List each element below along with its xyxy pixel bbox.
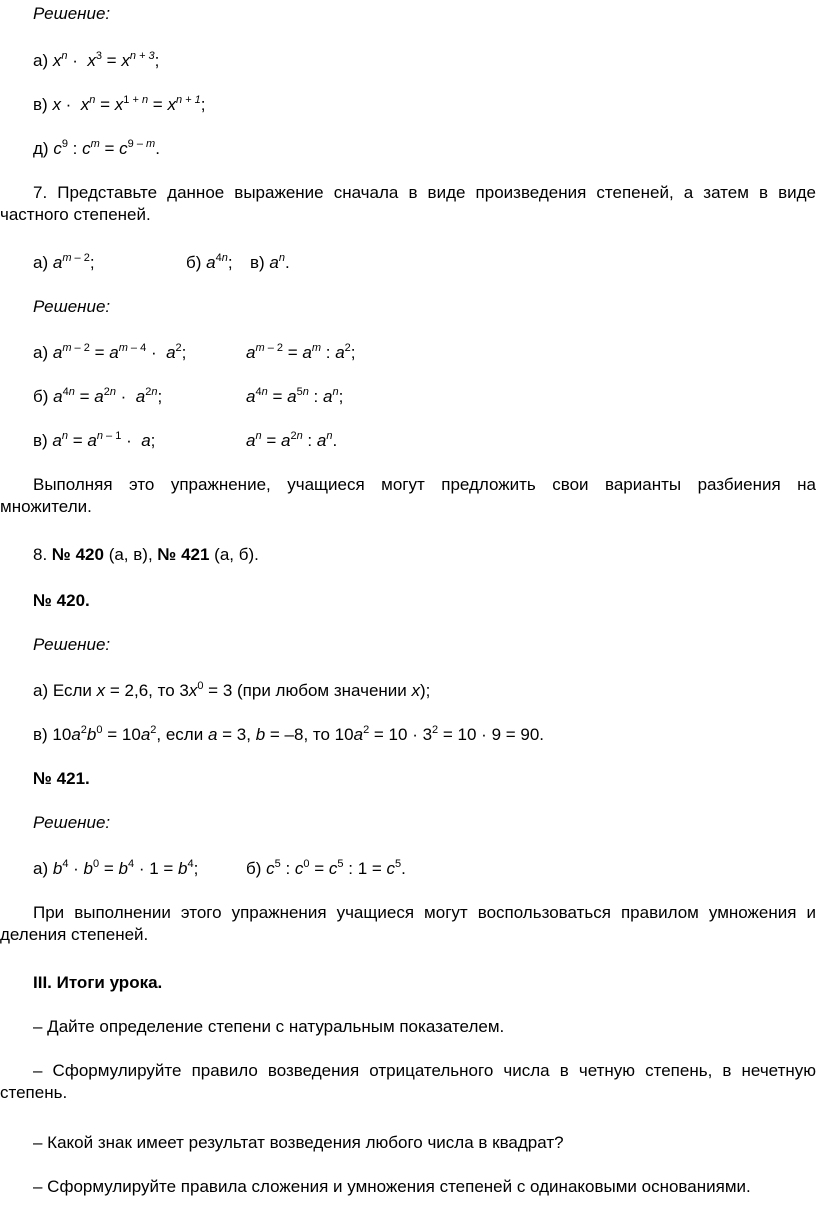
ex6-v: в) $x \cdot x^n = x^{1 + n} = x^{n + 1}$; bbox=[33, 94, 206, 114]
summary-q1: – Дайте определение степени с натуральным показателем. bbox=[33, 1017, 505, 1036]
task7-sol-b-right: $a^{4n} = a^{5n}$ : $a^n$; bbox=[246, 386, 344, 406]
task7-sol-b-left: б) $a^{4n} = a^{2n} \cdot a^{2n}$; bbox=[33, 386, 163, 406]
task7-note: Выполняя это упражнение, учащиеся могут предложить свои варианты разбиения на множители. bbox=[0, 475, 816, 516]
summary-q2: – Сформулируйте правило возведения отрицательного числа в четную степень, в нечетную степень. bbox=[0, 1061, 816, 1102]
no421-heading: № 421. bbox=[33, 769, 90, 788]
no421-a: а) $b^4 \cdot b^0 = b^4 \cdot 1 = b^4$; bbox=[33, 858, 199, 878]
task7-sol-v-right: $a^n = a^{2n}$ : $a^n$. bbox=[246, 430, 338, 450]
task7-text: 7. Представьте данное выражение сначала в виде произведения степеней, а затем в виде частного степеней. bbox=[0, 183, 816, 224]
ex6-d: д) $c^9$ : $c^m = c^{9 - m}$. bbox=[33, 138, 160, 158]
summary-q4: – Сформулируйте правила сложения и умножения степеней с одинаковыми основаниями. bbox=[33, 1177, 751, 1196]
summary-q3: – Какой знак имеет результат возведения любого числа в квадрат? bbox=[33, 1133, 564, 1152]
solution-label-420: Решение: bbox=[33, 635, 111, 654]
solution-label-7: Решение: bbox=[33, 297, 111, 316]
solution-label-421: Решение: bbox=[33, 813, 111, 832]
task7-item-b: б) $a^{4n}$; bbox=[186, 252, 233, 272]
no421-note: При выполнении этого упражнения учащиеся могут воспользоваться правилом умножения и деления степеней. bbox=[0, 903, 816, 944]
task7-sol-v-left: в) $a^n = a^{n - 1} \cdot a$; bbox=[33, 430, 156, 450]
solution-label: Решение: bbox=[33, 4, 111, 23]
ex6-a: а) $x^n \cdot x^3 = x^{n + 3}$; bbox=[33, 50, 160, 70]
summary-heading: III. Итоги урока. bbox=[33, 973, 163, 992]
no421-b: б) $c^5$ : $c^0 = c^5$ : $1 = c^5$. bbox=[246, 858, 406, 878]
task7-sol-a-right: $a^{m - 2} = a^m$ : $a^2$; bbox=[246, 342, 356, 362]
task7-item-v: в) $a^n$. bbox=[250, 252, 290, 272]
task7-sol-a-left: а) $a^{m - 2} = a^{m - 4} \cdot a^2$; bbox=[33, 342, 187, 362]
task7-item-a: а) $a^{m - 2}$; bbox=[33, 252, 95, 272]
no420-v: в) $10a^2b^0 = 10a^2$, если a = 3, b = –8, то $10a^2 = 10 \cdot 3^2 = 10 \cdot 9 = 90$. bbox=[33, 724, 545, 744]
task8-line: 8. № 420 (а, в), № 421 (а, б). bbox=[33, 545, 259, 564]
no420-heading: № 420. bbox=[33, 591, 90, 610]
no420-a: а) Если x = 2,6, то $3x^0 = 3$ (при любом значении x); bbox=[33, 680, 431, 700]
